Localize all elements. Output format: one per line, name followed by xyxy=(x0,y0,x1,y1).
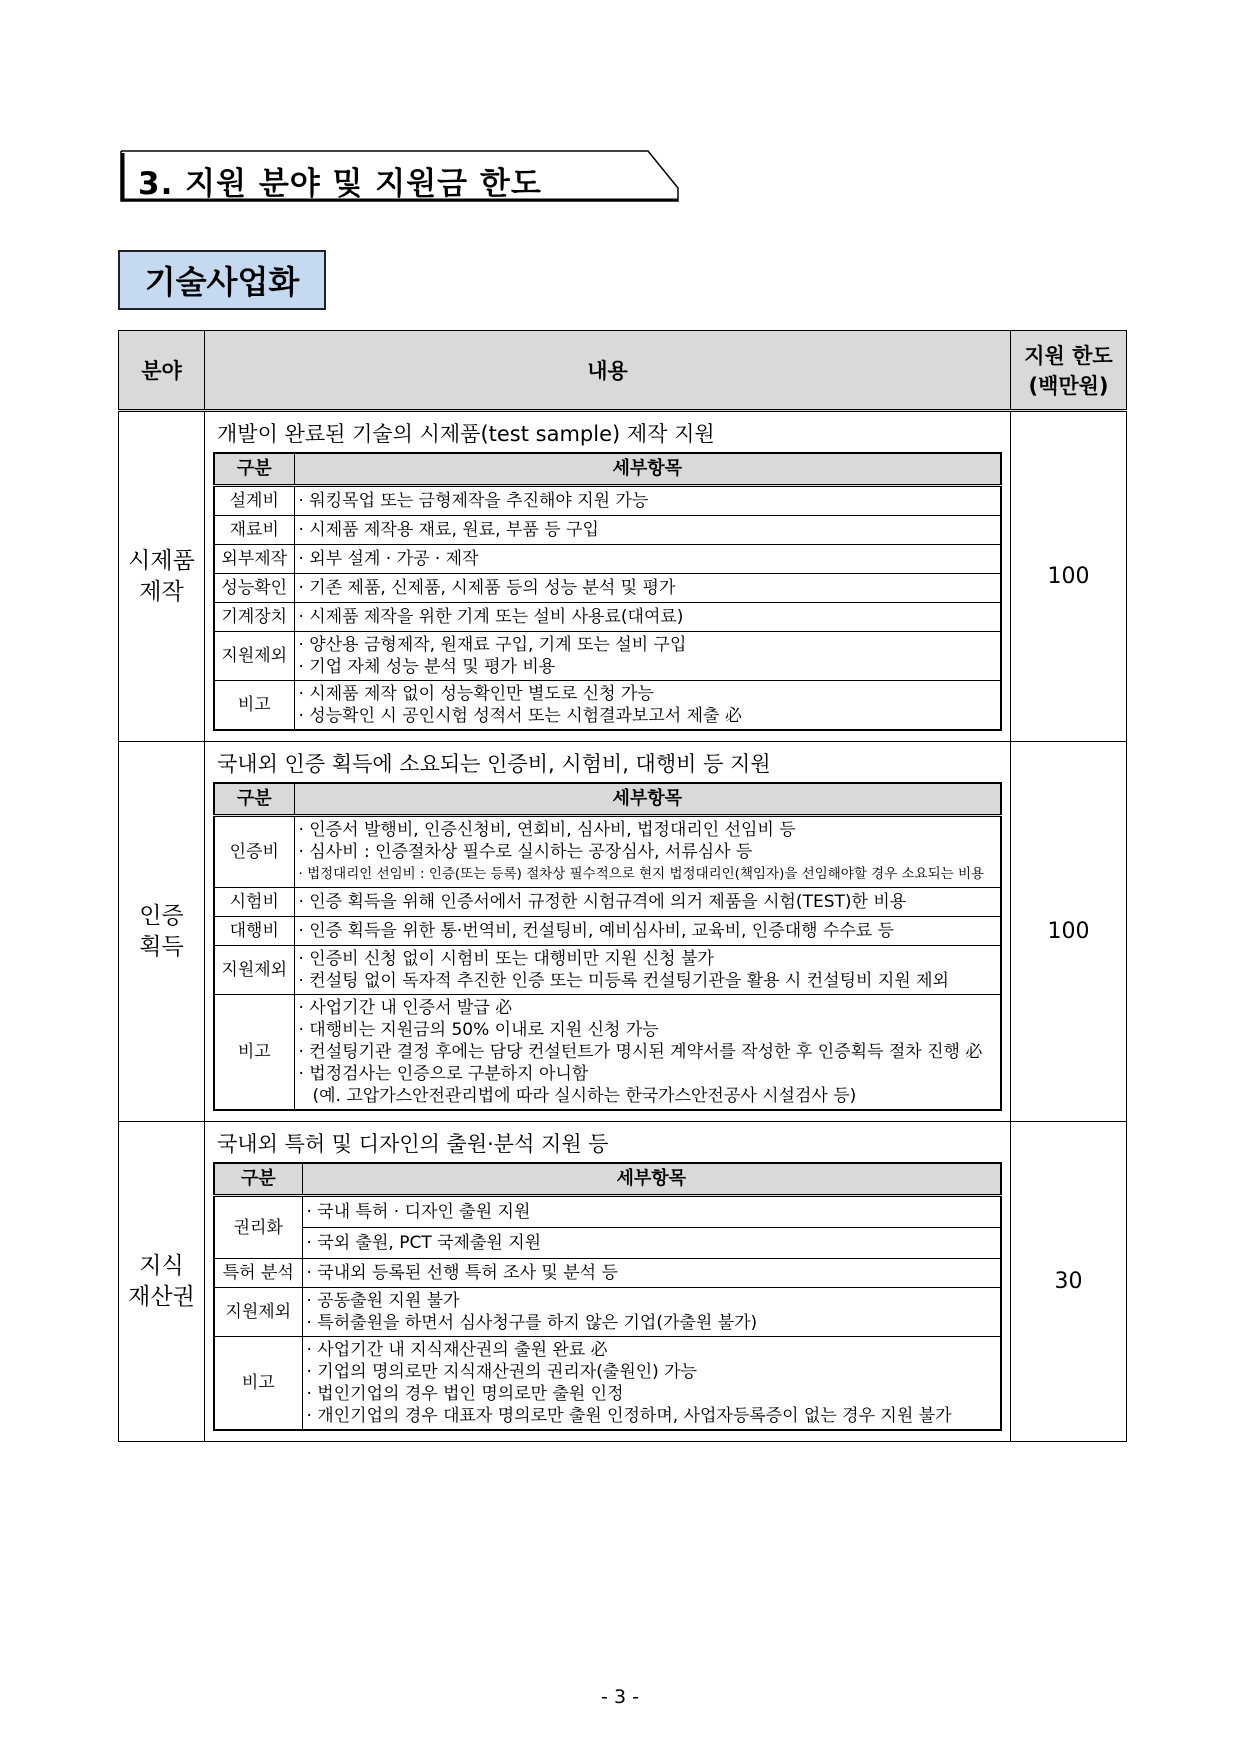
detail-bullet: · 국외 출원, PCT 국제출원 지원 xyxy=(306,1233,542,1253)
detail-bullet: · 외부 설계 · 가공 · 제작 xyxy=(298,549,479,569)
detail-row xyxy=(214,888,1001,917)
detail-bullet: · 사업기간 내 지식재산권의 출원 완료 必 xyxy=(306,1340,608,1360)
detail-bullet: · 시제품 제작 없이 성능확인만 별도로 신청 가능 xyxy=(298,684,654,704)
detail-bullet: · 인증비 신청 없이 시험비 또는 대행비만 지원 신청 불가 xyxy=(298,949,714,969)
detail-header-row xyxy=(214,783,1001,816)
detail-category: 외부제작 xyxy=(214,545,294,574)
detail-bullet: · 시제품 제작용 재료, 원료, 부품 등 구입 xyxy=(298,520,599,540)
detail-bullet: · 법정검사는 인증으로 구분하지 아니함 xyxy=(298,1064,589,1084)
detail-value xyxy=(294,681,1001,731)
detail-category: 재료비 xyxy=(214,516,294,545)
detail-bullet: · 사업기간 내 인증서 발급 必 xyxy=(298,998,513,1018)
detail-row xyxy=(214,632,1001,681)
header-field: 분야 xyxy=(119,331,205,411)
detail-header-details: 세부항목 xyxy=(294,453,1001,486)
detail-bullet: · 인증 획득을 위해 인증서에서 규정한 시험규격에 의거 제품을 시험(TEST)한 비용 xyxy=(298,892,907,912)
detail-bullet: · 양산용 금형제작, 원재료 구입, 기계 또는 설비 구입 xyxy=(298,635,687,655)
detail-row xyxy=(214,545,1001,574)
detail-bullet: · 컨설팅기관 결정 후에는 담당 컨설턴트가 명시된 계약서를 작성한 후 인증획득 절차 진행 必 xyxy=(298,1042,983,1062)
page-number: - 3 - xyxy=(601,1686,639,1708)
detail-bullet: · 컨설팅 없이 독자적 추진한 인증 또는 미등록 컨설팅기관을 활용 시 컨설팅비 지원 제외 xyxy=(298,971,949,991)
detail-category: 비고 xyxy=(214,995,294,1111)
detail-row xyxy=(214,917,1001,946)
content-cell xyxy=(205,411,1011,742)
section-title: 3. 지원 분야 및 지원금 한도 xyxy=(138,166,542,202)
field-label: 인증 xyxy=(139,902,184,929)
support-description: 개발이 완료된 기술의 시제품(test sample) 제작 지원 xyxy=(217,422,715,446)
detail-bullet: · 기업의 명의로만 지식재산권의 권리자(출원인) 가능 xyxy=(306,1362,698,1382)
detail-bullet: · 인증서 발행비, 인증신청비, 연회비, 심사비, 법정대리인 선임비 등 xyxy=(298,820,796,840)
detail-header-details: 세부항목 xyxy=(302,1163,1001,1196)
detail-row xyxy=(214,516,1001,545)
detail-bullet: · 시제품 제작을 위한 기계 또는 설비 사용료(대여료) xyxy=(298,607,684,627)
detail-category: 권리화 xyxy=(214,1196,302,1259)
limit-value: 100 xyxy=(1011,411,1127,742)
detail-bullet: · 성능확인 시 공인시험 성적서 또는 시험결과보고서 제출 必 xyxy=(298,706,742,726)
detail-bullet: · 개인기업의 경우 대표자 명의로만 출원 인정하며, 사업자등록증이 없는 경우 지원 불가 xyxy=(306,1406,952,1426)
detail-bullet: · 워킹목업 또는 금형제작을 추진해야 지원 가능 xyxy=(298,491,649,511)
detail-row xyxy=(214,1259,1001,1288)
support-description: 국내외 인증 획득에 소요되는 인증비, 시험비, 대행비 등 지원 xyxy=(217,752,771,776)
table-row xyxy=(119,1122,1127,1442)
detail-bullet: · 기존 제품, 신제품, 시제품 등의 성능 분석 및 평가 xyxy=(298,578,676,598)
detail-header-category: 구분 xyxy=(214,453,294,486)
detail-header-row xyxy=(214,453,1001,486)
detail-row xyxy=(214,603,1001,632)
detail-row xyxy=(214,946,1001,995)
detail-value xyxy=(302,1228,1001,1259)
detail-bullet: · 법인기업의 경우 법인 명의로만 출원 인정 xyxy=(306,1384,624,1404)
section-title-box xyxy=(120,150,680,202)
detail-value xyxy=(294,516,1001,545)
detail-category: 설계비 xyxy=(214,486,294,516)
detail-value xyxy=(294,816,1001,888)
field-label: 재산권 xyxy=(128,1283,195,1310)
detail-value xyxy=(294,946,1001,995)
detail-bullet: · 대행비는 지원금의 50% 이내로 지원 신청 가능 xyxy=(298,1020,659,1040)
detail-row xyxy=(214,1337,1001,1431)
detail-category: 대행비 xyxy=(214,917,294,946)
header-content: 내용 xyxy=(205,331,1011,411)
category-badge: 기술사업화 xyxy=(118,250,326,310)
detail-category: 비고 xyxy=(214,1337,302,1431)
detail-category: 지원제외 xyxy=(214,946,294,995)
detail-value xyxy=(294,888,1001,917)
detail-value xyxy=(294,995,1001,1111)
detail-bullet: · 법정대리인 선임비 : 인증(또는 등록) 절차상 필수적으로 현지 법정대리인(책임자)을 선임해야할 경우 소요되는 비용 xyxy=(298,866,985,882)
detail-category: 성능확인 xyxy=(214,574,294,603)
limit-value: 100 xyxy=(1011,742,1127,1122)
detail-header-category: 구분 xyxy=(214,1163,302,1196)
detail-row xyxy=(214,1288,1001,1337)
detail-row xyxy=(214,816,1001,888)
detail-row xyxy=(214,995,1001,1111)
field-cell xyxy=(119,411,205,742)
detail-value xyxy=(294,545,1001,574)
detail-bullet: (예. 고압가스안전관리법에 따라 실시하는 한국가스안전공사 시설검사 등) xyxy=(312,1086,857,1106)
field-label: 지식 xyxy=(139,1252,184,1279)
limit-value: 30 xyxy=(1011,1122,1127,1442)
detail-category: 지원제외 xyxy=(214,632,294,681)
field-label: 획득 xyxy=(139,933,184,960)
detail-table xyxy=(213,1162,1002,1431)
support-table xyxy=(118,330,1127,1442)
detail-value xyxy=(294,632,1001,681)
detail-row xyxy=(214,574,1001,603)
detail-category: 인증비 xyxy=(214,816,294,888)
detail-bullet: · 기업 자체 성능 분석 및 평가 비용 xyxy=(298,657,556,677)
detail-category: 비고 xyxy=(214,681,294,731)
header-limit xyxy=(1011,331,1127,411)
detail-value xyxy=(294,603,1001,632)
detail-value xyxy=(294,486,1001,516)
field-cell xyxy=(119,1122,205,1442)
detail-value xyxy=(294,574,1001,603)
detail-header-category: 구분 xyxy=(214,783,294,816)
detail-table xyxy=(213,452,1002,731)
detail-category: 지원제외 xyxy=(214,1288,302,1337)
field-cell xyxy=(119,742,205,1122)
detail-row xyxy=(214,486,1001,516)
detail-row xyxy=(214,1196,1001,1228)
header-limit-line2: (백만원) xyxy=(1028,374,1109,398)
detail-value xyxy=(302,1288,1001,1337)
detail-header-row xyxy=(214,1163,1001,1196)
detail-bullet: · 국내외 등록된 선행 특허 조사 및 분석 등 xyxy=(306,1263,618,1283)
detail-table xyxy=(213,782,1002,1111)
detail-bullet: · 특허출원을 하면서 심사청구를 하지 않은 기업(가출원 불가) xyxy=(306,1313,758,1333)
detail-row xyxy=(214,1228,1001,1259)
header-limit-line1: 지원 한도 xyxy=(1024,344,1113,368)
detail-bullet: · 인증 획득을 위한 통·번역비, 컨설팅비, 예비심사비, 교육비, 인증대행 수수료 등 xyxy=(298,921,895,941)
content-cell xyxy=(205,1122,1011,1442)
content-cell xyxy=(205,742,1011,1122)
field-label: 시제품 xyxy=(128,547,195,574)
detail-value xyxy=(294,917,1001,946)
detail-category: 기계장치 xyxy=(214,603,294,632)
detail-category: 특허 분석 xyxy=(214,1259,302,1288)
table-header-row xyxy=(119,331,1127,411)
detail-bullet: · 국내 특허 · 디자인 출원 지원 xyxy=(306,1202,531,1222)
detail-bullet: · 공동출원 지원 불가 xyxy=(306,1291,460,1311)
detail-value xyxy=(302,1259,1001,1288)
detail-row xyxy=(214,681,1001,731)
table-row xyxy=(119,411,1127,742)
field-label: 제작 xyxy=(139,578,184,605)
detail-header-details: 세부항목 xyxy=(294,783,1001,816)
detail-bullet: · 심사비 : 인증절차상 필수로 실시하는 공장심사, 서류심사 등 xyxy=(298,842,753,862)
table-row xyxy=(119,742,1127,1122)
support-description: 국내외 특허 및 디자인의 출원·분석 지원 등 xyxy=(217,1132,609,1156)
detail-value xyxy=(302,1337,1001,1431)
detail-value xyxy=(302,1196,1001,1228)
detail-category: 시험비 xyxy=(214,888,294,917)
